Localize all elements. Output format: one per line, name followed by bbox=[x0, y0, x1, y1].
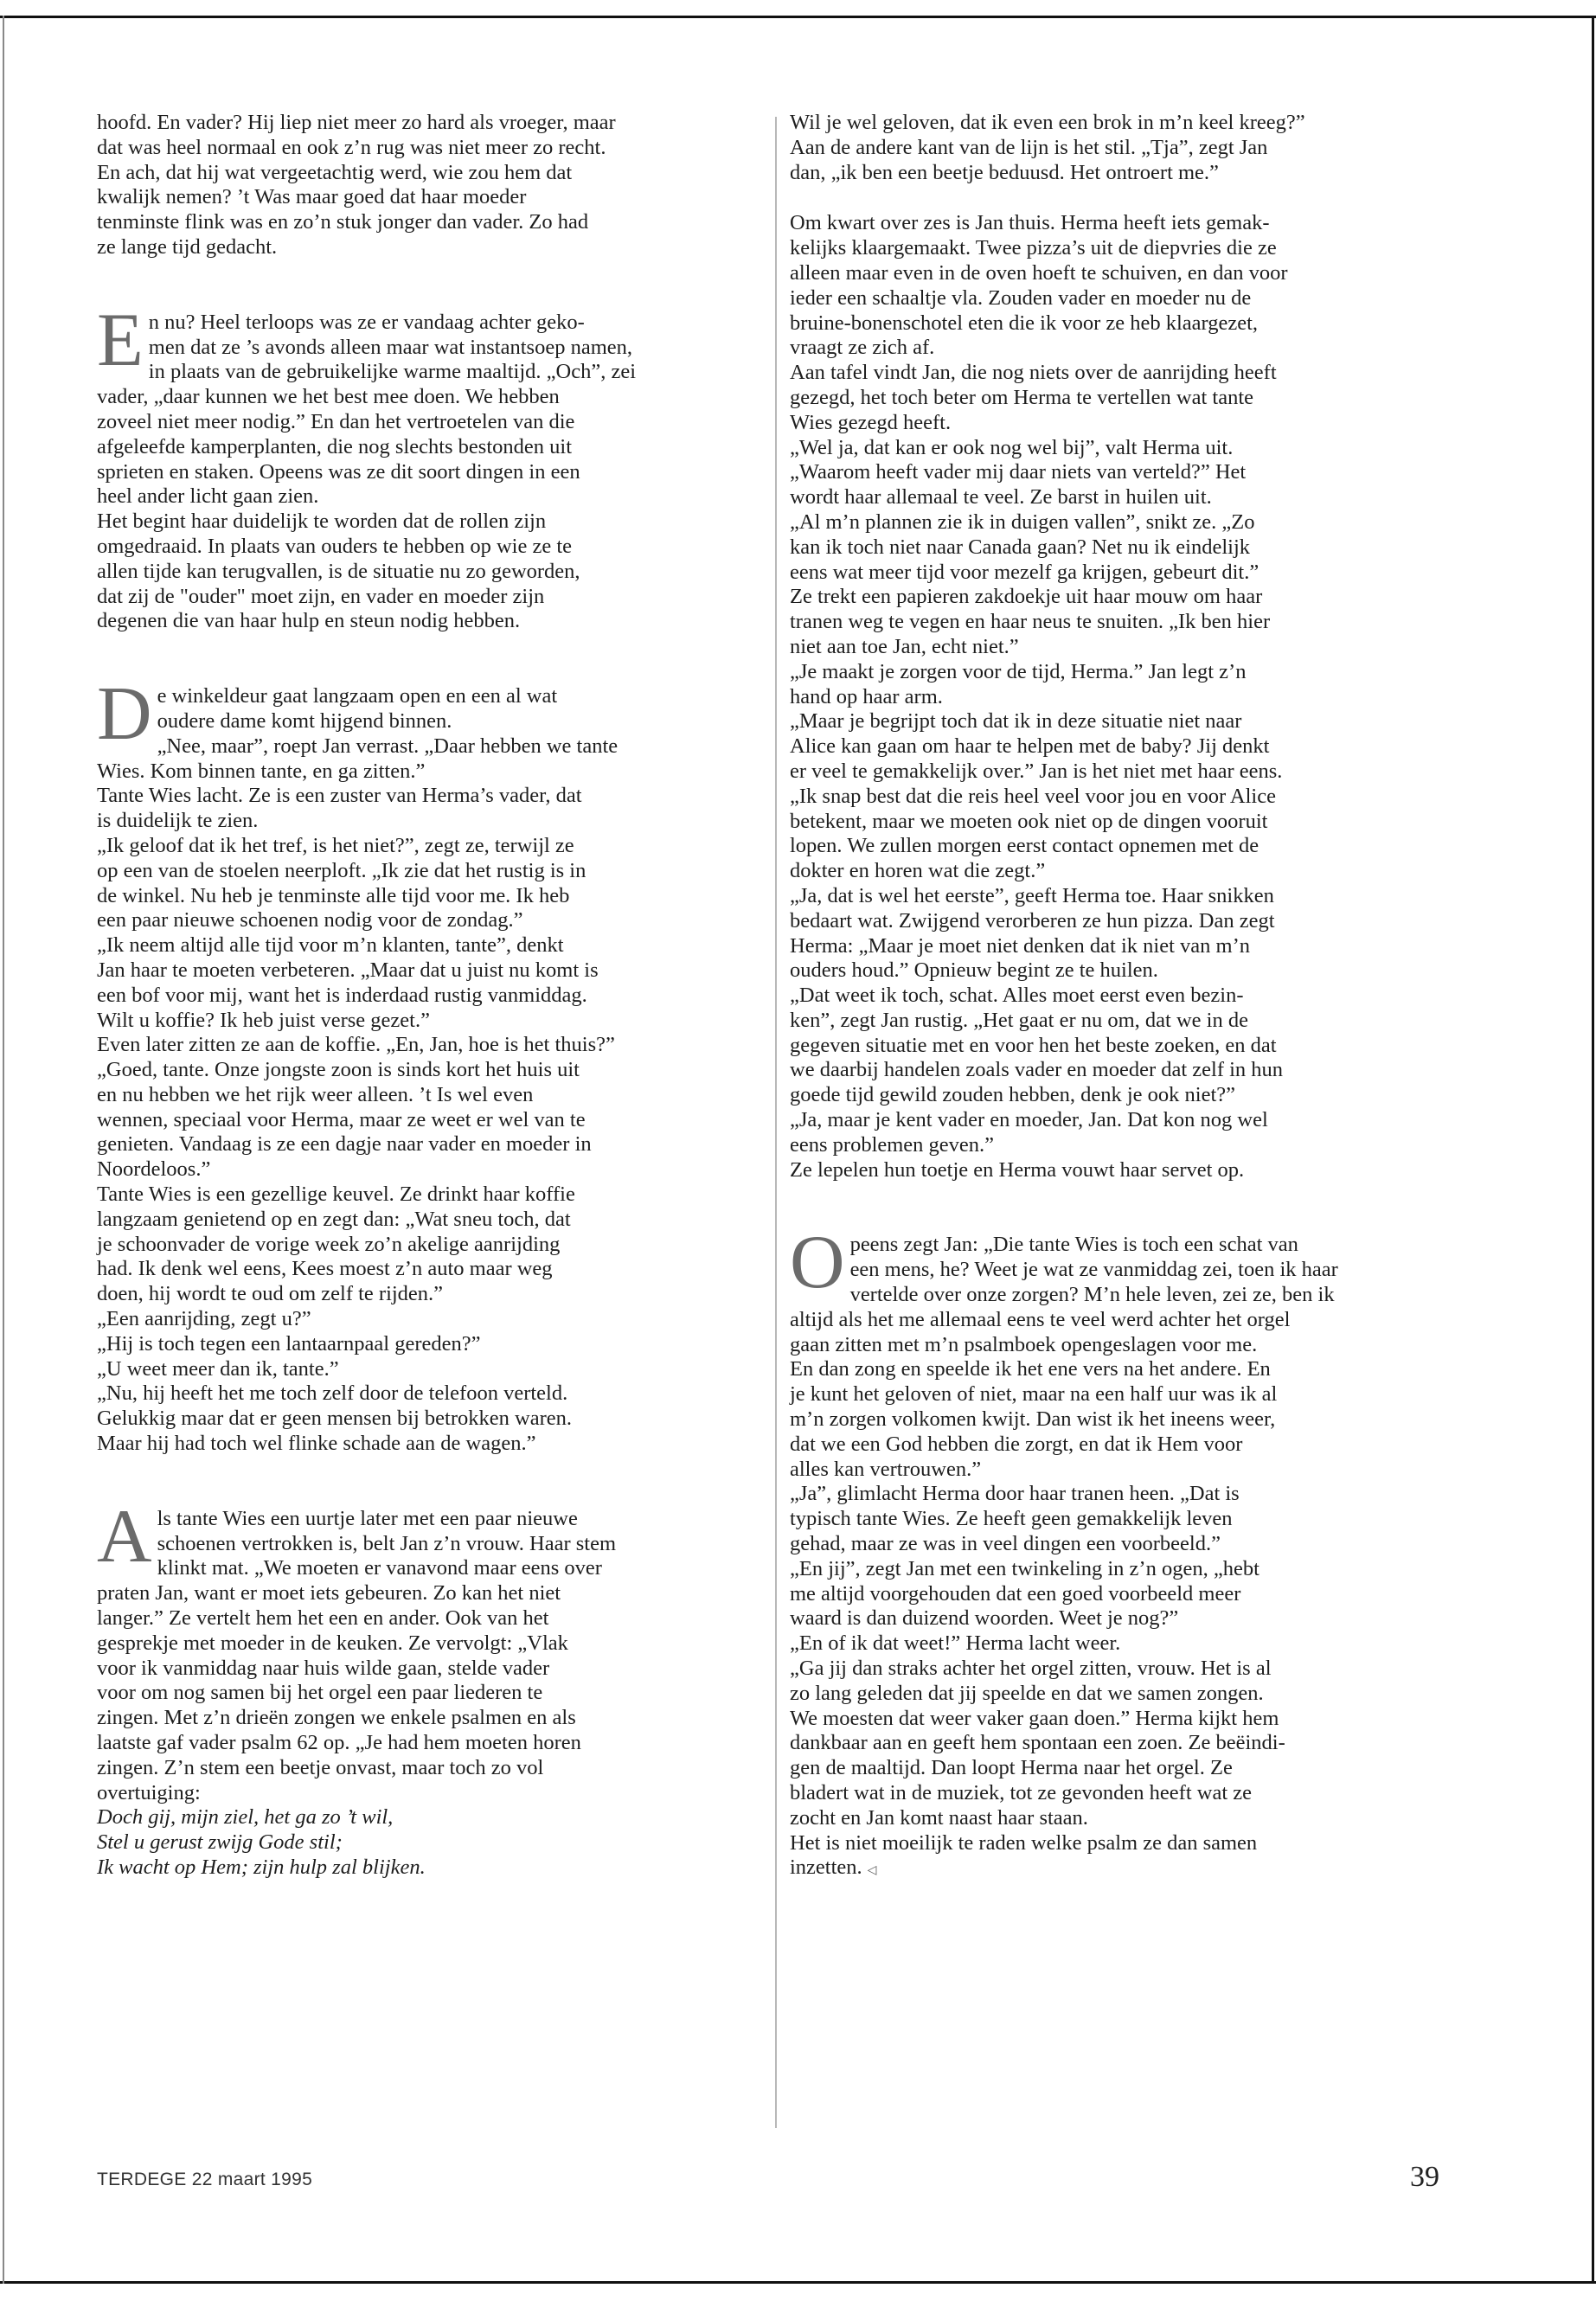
paragraph: „Wel ja, dat kan er ook nog wel bij”, valt Herma uit. „Waarom heeft vader mij daar niets van verteld?” Het wordt haar allemaal te veel. Ze barst in huilen uit. bbox=[790, 435, 1247, 510]
page-number: 39 bbox=[1410, 2161, 1439, 2193]
paragraph: Het is niet moeilijk te raden welke psalm ze dan samen inzetten. ◁ bbox=[790, 1830, 1258, 1880]
bottom-border bbox=[0, 2281, 1596, 2284]
paragraph: „Maar je begrijpt toch dat ik in deze situatie niet naar Alice kan gaan om haar te helpen met de baby? Jij denkt er veel te gemakkelijk over.” Jan is het niet met haar eens. bbox=[790, 709, 1283, 783]
paragraph: „U weet meer dan ik, tante.” bbox=[97, 1356, 339, 1381]
paragraph: Ze lepelen hun toetje en Herma vouwt haar servet op. bbox=[790, 1157, 1245, 1182]
paragraph: Wil je wel geloven, dat ik even een brok in m’n keel kreeg?” Aan de andere kant van de lijn is het stil. „Tja”, zegt Jan dan, „ik ben een beetje beduusd. Het ontroert me.” bbox=[790, 111, 1305, 184]
poem-line: Ik wacht op Hem; zijn hulp zal blijken. bbox=[97, 1856, 426, 1879]
poem-line: Doch gij, mijn ziel, het ga zo ’t wil, bbox=[97, 1805, 394, 1830]
paragraph: „En of ik dat weet!” Herma lacht weer. bbox=[790, 1631, 1121, 1656]
psalm-quote bbox=[97, 1805, 767, 1880]
paragraph: „Je maakt je zorgen voor de tijd, Herma.” Jan legt z’n hand op haar arm. bbox=[790, 659, 1247, 708]
paragraph: hoofd. En vader? Hij liep niet meer zo hard als vroeger, maar dat was heel normaal en ook z’n rug was niet meer zo recht. En ach, dat hij wat vergeetachtig werd, wie zou hem dat kwalijk nemen? ’t Was maar goed dat haar moeder tenminste flink was en zo’n stuk jonger dan vader. Zo had ze lange tijd gedacht. bbox=[97, 111, 616, 259]
paragraph: „Dat weet ik toch, schat. Alles moet eerst even bezin- ken”, zegt Jan rustig. „Het gaat er nu om, dat we in de gegeven situatie met en voor hen het beste zoeken, en dat we daarbij handelen zoals vader en moeder dat zelf in hun goede tijd gewild zouden hebben, denk je ook niet?” bbox=[790, 984, 1284, 1107]
poem-line: Stel u gerust zwijg Gode stil; bbox=[97, 1830, 343, 1855]
paragraph-with-dropcap: Opeens zegt Jan: „Die tante Wies is toch een schat van een mens, he? Weet je wat ze vanmiddag zei, toen ik haar vertelde over onze zorgen? M’n hele leven, zei ze, ben ik altijd als het me allemaal eens te veel werd achter het orgel gaan zitten met m’n psalmboek opengeslagen voor me. En dan zong en speelde ik het ene vers na het andere. En je kunt het geloven of niet, maar na een half uur was ik al m’n zorgen volkomen kwijt. Dan wist ik het ineens weer, dat we een God hebben die zorgt, en dat ik Hem voor alles kan vertrouwen.” bbox=[790, 1221, 1338, 1481]
paragraph: Aan tafel vindt Jan, die nog niets over de aanrijding heeft gezegd, het toch beter om Herma te vertellen wat tante Wies gezegd heeft. bbox=[790, 361, 1277, 434]
paragraph: „Hij is toch tegen een lantaarnpaal gereden?” bbox=[97, 1331, 481, 1356]
drop-cap: O bbox=[790, 1221, 845, 1305]
publication-footer: TERDEGE 22 maart 1995 bbox=[97, 2170, 313, 2189]
left-column bbox=[97, 111, 767, 1881]
paragraph: Om kwart over zes is Jan thuis. Herma heeft iets gemak- kelijks klaargemaakt. Twee pizza’s uit de diepvries die ze alleen maar even in de oven hoeft te schuiven, en dan voor ieder een schaaltje vla. Zouden vader en moeder nu de bruine-bonenschotel eten die ik voor ze heb klaargezet, vraagt ze zich af. bbox=[790, 211, 1288, 360]
top-border bbox=[0, 16, 1596, 18]
drop-cap: A bbox=[97, 1494, 152, 1579]
paragraph: „Ik snap best dat die reis heel veel voor jou en voor Alice betekent, maar we moeten ook niet op de dingen vooruit lopen. We zullen morgen eerst contact opnemen met de dokter en horen wat die zegt.” bbox=[790, 784, 1276, 883]
paragraph-with-dropcap: En nu? Heel terloops was ze er vandaag achter geko- men dat ze ’s avonds alleen maar wat instantsoep namen, in plaats van de gebruikelijke warme maaltijd. „Och”, zei vader, „daar kunnen we het best mee doen. We hebben zoveel niet meer nodig.” En dan het vertroetelen van die afgeleefde kamperplanten, die nog slechts bestonden uit sprieten en staken. Opeens was ze dit soort dingen in een heel ander licht gaan zien. bbox=[97, 298, 637, 509]
right-border bbox=[1592, 16, 1594, 2284]
paragraph: „En jij”, zegt Jan met een twinkeling in z’n ogen, „hebt me altijd voorgehouden dat een goed voorbeeld meer waard is dan duizend woorden. Weet je nog?” bbox=[790, 1556, 1259, 1631]
paragraph: „Nu, hij heeft het me toch zelf door de telefoon verteld. Gelukkig maar dat er geen mensen bij betrokken waren. Maar hij had toch wel flinke schade aan de wagen.” bbox=[97, 1381, 573, 1456]
paragraph: „Ja, maar je kent vader en moeder, Jan. Dat kon nog wel eens problemen geven.” bbox=[790, 1108, 1268, 1157]
left-border bbox=[3, 16, 4, 2284]
paragraph: „Ja”, glimlacht Herma door haar tranen heen. „Dat is typisch tante Wies. Ze heeft geen gemakkelijk leven gehad, maar ze was in veel dingen een voorbeeld.” bbox=[790, 1482, 1240, 1556]
paragraph: „Ga jij dan straks achter het orgel zitten, vrouw. Het is al zo lang geleden dat jij speelde en dat we samen zongen. We moesten dat weer vaker gaan doen.” Herma kijkt hem dankbaar aan en geeft hem spontaan een zoen. Ze beëindi- gen de maaltijd. Dan loopt Herma naar het orgel. Ze bladert wat in de muziek, tot ze gevonden heeft wat ze zocht en Jan komt naast haar staan. bbox=[790, 1657, 1285, 1830]
paragraph: „Ik neem altijd alle tijd voor m’n klanten, tante”, denkt Jan haar te moeten verbeteren. „Maar dat u juist nu komt is een bof voor mij, want het is inderdaad rustig vanmiddag. Wilt u koffie? Ik heb juist verse gezet.” bbox=[97, 933, 599, 1032]
paragraph: Even later zitten ze aan de koffie. „En, Jan, hoe is het thuis?” bbox=[97, 1033, 615, 1057]
column-divider bbox=[775, 117, 777, 2128]
paragraph-with-dropcap: Als tante Wies een uurtje later met een paar nieuwe schoenen vertrokken is, belt Jan z’n vrouw. Haar stem klinkt mat. „We moeten er vanavond maar eens over praten Jan, want er moet iets gebeuren. Zo kan het niet langer.” Ze vertelt hem het een en ander. Ook van het gesprekje met moeder in de keuken. Ze vervolgt: „Vlak voor ik vanmiddag naar huis wilde gaan, stelde vader voor om nog samen bij het orgel een paar liederen te zingen. Met z’n drieën zongen we enkele psalmen en als laatste gaf vader psalm 62 op. „Je had hem moeten horen zingen. Z’n stem een beetje onvast, maar toch zo vol overtuiging: bbox=[97, 1494, 616, 1804]
end-of-article-icon: ◁ bbox=[867, 1864, 877, 1878]
drop-cap: E bbox=[97, 298, 144, 382]
paragraph: Tante Wies is een gezellige keuvel. Ze drinkt haar koffie langzaam genietend op en zegt dan: „Wat sneu toch, dat je schoonvader de vorige week zo’n akelige aanrijding had. Ik denk wel eens, Kees moest z’n auto maar weg doen, hij wordt te oud om zelf te rijden.” bbox=[97, 1183, 575, 1306]
paragraph: „Ik geloof dat ik het tref, is het niet?”, zegt ze, terwijl ze op een van de stoelen neerploft. „Ik zie dat het rustig is in de winkel. Nu heb je tenminste alle tijd voor me. Ik heb een paar nieuwe schoenen nodig voor de zondag.” bbox=[97, 833, 586, 933]
paragraph: Ze trekt een papieren zakdoekje uit haar mouw om haar tranen weg te vegen en haar neus te snuiten. „Ik ben hier niet aan toe Jan, echt niet.” bbox=[790, 585, 1271, 658]
right-column bbox=[790, 111, 1465, 1884]
paragraph: Tante Wies lacht. Ze is een zuster van Herma’s vader, dat is duidelijk te zien. bbox=[97, 784, 582, 833]
paragraph: „Al m’n plannen zie ik in duigen vallen”, snikt ze. „Zo kan ik toch niet naar Canada gaan? Net nu ik eindelijk eens wat meer tijd voor mezelf ga krijgen, gebeurt dit.” bbox=[790, 510, 1259, 584]
paragraph-with-dropcap: De winkeldeur gaat langzaam open en een al wat oudere dame komt hijgend binnen. bbox=[97, 672, 558, 757]
drop-cap: D bbox=[97, 672, 152, 757]
paragraph: „Nee, maar”, roept Jan verrast. „Daar hebben we tante Wies. Kom binnen tante, en ga zitten.” bbox=[97, 734, 619, 783]
paragraph: „Goed, tante. Onze jongste zoon is sinds kort het huis uit en nu hebben we het rijk weer alleen. ’t Is wel even wennen, speciaal voor Herma, maar ze weet er wel van te genieten. Vandaag is ze een dagje naar vader en moeder in Noordeloos.” bbox=[97, 1058, 592, 1182]
paragraph: „Een aanrijding, zegt u?” bbox=[97, 1307, 311, 1331]
paragraph: „Ja, dat is wel het eerste”, geeft Herma toe. Haar snikken bedaart wat. Zwijgend verorberen ze hun pizza. Dan zegt Herma: „Maar je moet niet denken dat ik niet van m’n ouders houd.” Opnieuw begint ze te huilen. bbox=[790, 883, 1275, 983]
paragraph: Het begint haar duidelijk te worden dat de rollen zijn omgedraaid. In plaats van ouders te hebben op wie ze te allen tijde kan terugvallen, is de situatie nu zo geworden, dat zij de "ouder" moet zijn, en vader en moeder zijn degenen die van haar hulp en steun nodig hebben. bbox=[97, 510, 580, 633]
